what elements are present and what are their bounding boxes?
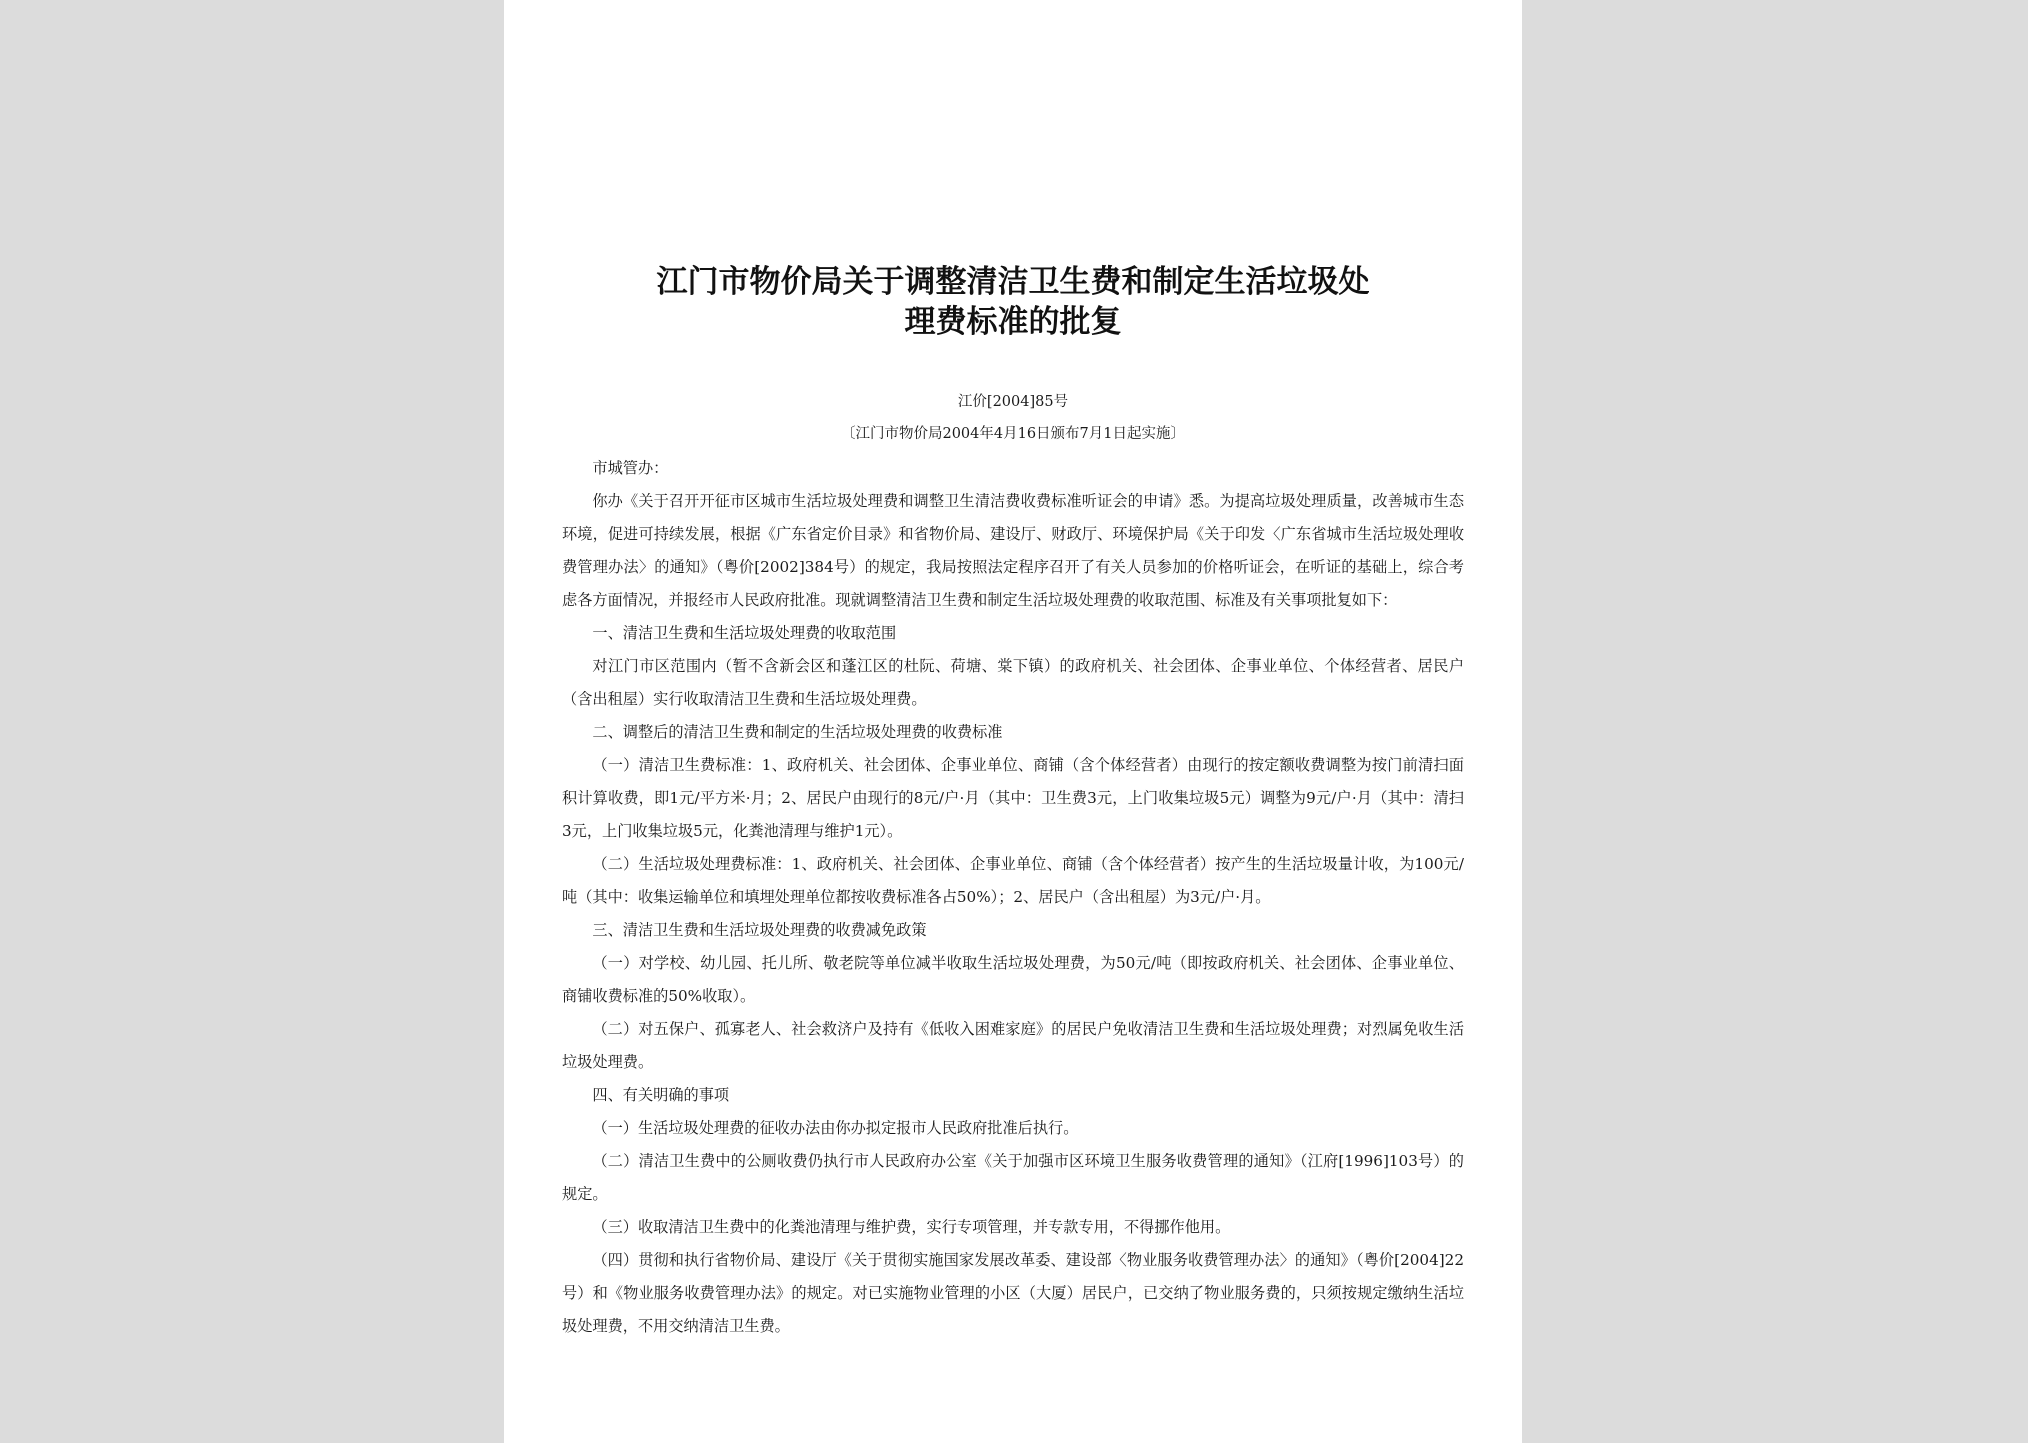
title-line-1: 江门市物价局关于调整清洁卫生费和制定生活垃圾处 bbox=[656, 264, 1370, 300]
addressee: 市城管办： bbox=[592, 459, 669, 477]
section-heading: 四、有关明确的事项 bbox=[592, 1086, 730, 1104]
paragraph: （一）生活垃圾处理费的征收办法由你办拟定报市人民政府批准后执行。 bbox=[592, 1119, 1079, 1137]
document-body bbox=[562, 452, 1464, 1343]
paragraph: 你办《关于召开开征市区城市生活垃圾处理费和调整卫生清洁费收费标准听证会的申请》悉。为提高垃圾处理质量，改善城市生态环境，促进可持续发展，根据《广东省定价目录》和省物价局、建设厅、财政厅、环境保护局《关于印发〈广东省城市生活垃圾处理收费管理办法〉的通知》（粤价[2002]384号）的规定，我局按照法定程序召开了有关人员参加的价格听证会，在听证的基础上，综合考虑各方面情况，并报经市人民政府批准。现就调整清洁卫生费和制定生活垃圾处理费的收取范围、标准及有关事项批复如下： bbox=[562, 492, 1464, 609]
paragraph: （四）贯彻和执行省物价局、建设厅《关于贯彻实施国家发展改革委、建设部〈物业服务收费管理办法〉的通知》（粤价[2004]22号）和《物业服务收费管理办法》的规定。对已实施物业管理的小区（大厦）居民户，已交纳了物业服务费的，只须按规定缴纳生活垃圾处理费，不用交纳清洁卫生费。 bbox=[562, 1251, 1464, 1335]
document-title bbox=[562, 262, 1464, 342]
paragraph: （二）清洁卫生费中的公厕收费仍执行市人民政府办公室《关于加强市区环境卫生服务收费管理的通知》（江府[1996]103号）的规定。 bbox=[562, 1152, 1464, 1203]
issue-note: 〔江门市物价局2004年4月16日颁布7月1日起实施〕 bbox=[840, 426, 1186, 442]
document-number: 江价[2004]85号 bbox=[957, 394, 1069, 410]
document-page bbox=[504, 0, 1522, 1443]
paragraph: （一）对学校、幼儿园、托儿所、敬老院等单位减半收取生活垃圾处理费，为50元/吨（即按政府机关、社会团体、企事业单位、商铺收费标准的50%收取）。 bbox=[562, 954, 1464, 1005]
paragraph: （二）生活垃圾处理费标准：1、政府机关、社会团体、企事业单位、商铺（含个体经营者）按产生的生活垃圾量计收，为100元/吨（其中：收集运输单位和填埋处理单位都按收费标准各占50%）；2、居民户（含出租屋）为3元/户·月。 bbox=[562, 855, 1464, 906]
section-heading: 三、清洁卫生费和生活垃圾处理费的收费减免政策 bbox=[592, 921, 927, 939]
section-heading: 一、清洁卫生费和生活垃圾处理费的收取范围 bbox=[592, 624, 897, 642]
title-line-2: 理费标准的批复 bbox=[904, 304, 1122, 340]
paragraph: （一）清洁卫生费标准：1、政府机关、社会团体、企事业单位、商铺（含个体经营者）由现行的按定额收费调整为按门前清扫面积计算收费，即1元/平方米·月；2、居民户由现行的8元/户·月（其中：卫生费3元，上门收集垃圾5元）调整为9元/户·月（其中：清扫3元，上门收集垃圾5元，化粪池清理与维护1元）。 bbox=[562, 756, 1464, 840]
paragraph: 对江门市区范围内（暂不含新会区和蓬江区的杜阮、荷塘、棠下镇）的政府机关、社会团体、企事业单位、个体经营者、居民户（含出租屋）实行收取清洁卫生费和生活垃圾处理费。 bbox=[562, 657, 1464, 708]
section-heading: 二、调整后的清洁卫生费和制定的生活垃圾处理费的收费标准 bbox=[592, 723, 1003, 741]
paragraph: （三）收取清洁卫生费中的化粪池清理与维护费，实行专项管理，并专款专用，不得挪作他用。 bbox=[592, 1218, 1231, 1236]
paragraph: （二）对五保户、孤寡老人、社会救济户及持有《低收入困难家庭》的居民户免收清洁卫生费和生活垃圾处理费；对烈属免收生活垃圾处理费。 bbox=[562, 1020, 1464, 1071]
